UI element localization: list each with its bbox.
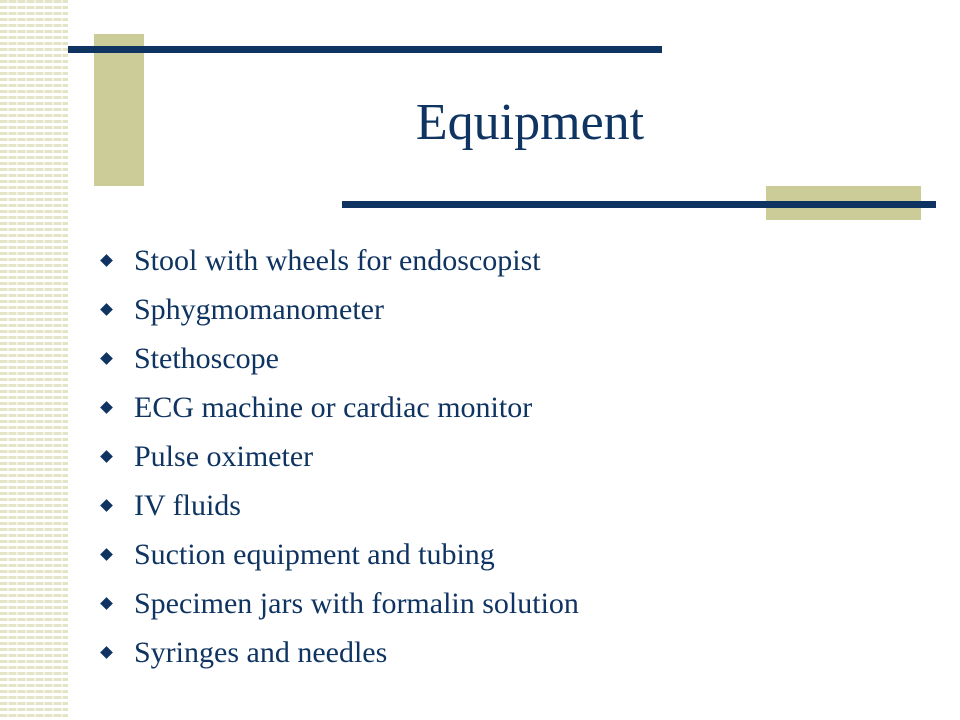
diamond-bullet-icon (100, 303, 113, 316)
bullet-text: Stethoscope (134, 341, 279, 375)
bullet-text: Sphygmomanometer (134, 292, 384, 326)
bullet-text: Specimen jars with formalin solution (134, 586, 579, 620)
list-item (98, 334, 579, 383)
list-item (98, 628, 579, 677)
diamond-bullet-icon (100, 597, 113, 610)
list-item (98, 481, 579, 530)
diamond-bullet-icon (100, 352, 113, 365)
diamond-bullet-icon (100, 499, 113, 512)
bullet-list (98, 236, 579, 677)
diamond-bullet-icon (100, 401, 113, 414)
navy-accent-line-top (68, 46, 662, 53)
list-item (98, 530, 579, 579)
bullet-text: Stool with wheels for endoscopist (134, 243, 541, 277)
diamond-bullet-icon (100, 646, 113, 659)
bullet-text: Syringes and needles (134, 635, 388, 669)
list-item (98, 236, 579, 285)
slide-title: Equipment (415, 94, 645, 151)
bullet-text: IV fluids (134, 488, 241, 522)
olive-accent-block-top (94, 34, 144, 186)
list-item (98, 579, 579, 628)
navy-accent-line-right (342, 201, 936, 208)
left-stripe-pattern (0, 0, 68, 720)
list-item (98, 383, 579, 432)
list-item (98, 285, 579, 334)
list-item (98, 432, 579, 481)
bullet-text: Suction equipment and tubing (134, 537, 495, 571)
diamond-bullet-icon (100, 254, 113, 267)
diamond-bullet-icon (100, 548, 113, 561)
bullet-text: Pulse oximeter (134, 439, 314, 473)
bullet-text: ECG machine or cardiac monitor (134, 390, 533, 424)
diamond-bullet-icon (100, 450, 113, 463)
